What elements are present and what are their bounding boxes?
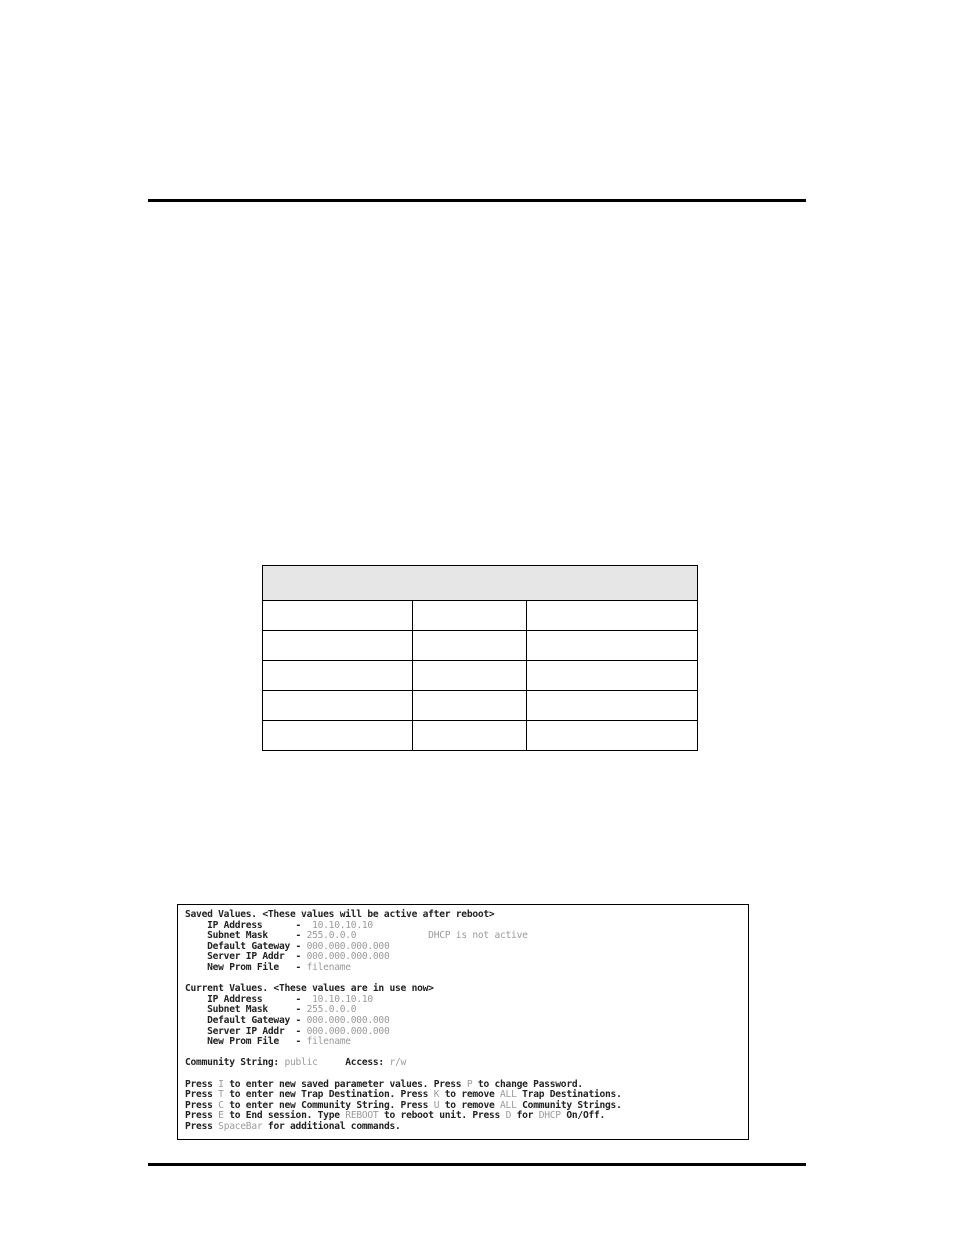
command-line-1: Press I to enter new saved parameter values. Press P to change Password. xyxy=(185,1078,583,1090)
table-row xyxy=(263,721,698,751)
saved-values-header: Saved Values. <These values will be active after reboot> xyxy=(185,909,495,920)
table-row xyxy=(263,631,698,661)
table-row xyxy=(263,661,698,691)
current-mask-row: Subnet Mask - 255.0.0.0 xyxy=(207,1004,357,1016)
table-row xyxy=(263,601,698,631)
current-ip-row: IP Address - 10.10.10.10 xyxy=(207,993,373,1005)
command-line-2: Press T to enter new Trap Destination. Press K to remove ALL Trap Destinations. xyxy=(185,1089,622,1101)
saved-ip-row: IP Address - 10.10.10.10 xyxy=(207,919,373,931)
saved-gateway-row: Default Gateway - 000.000.000.000 xyxy=(207,940,390,952)
settings-table xyxy=(262,565,698,751)
table-row xyxy=(263,691,698,721)
saved-mask-row: Subnet Mask - 255.0.0.0 DHCP is not active xyxy=(207,930,528,942)
dhcp-status: DHCP is not active xyxy=(428,930,528,942)
command-line-4: Press E to End session. Type REBOOT to reboot unit. Press D for DHCP On/Off. xyxy=(185,1110,606,1122)
header-rule xyxy=(148,199,806,202)
table-header xyxy=(263,566,698,601)
terminal-screen xyxy=(177,904,749,1140)
community-row: Community String: public Access: r/w xyxy=(185,1057,407,1069)
saved-server-row: Server IP Addr - 000.000.000.000 xyxy=(207,951,390,963)
current-gateway-row: Default Gateway - 000.000.000.000 xyxy=(207,1014,390,1026)
footer-rule xyxy=(148,1163,806,1166)
command-line-5: Press SpaceBar for additional commands. xyxy=(185,1120,401,1132)
command-line-3: Press C to enter new Community String. Press U to remove ALL Community Strings. xyxy=(185,1099,622,1111)
current-values-header: Current Values. <These values are in use now> xyxy=(185,983,434,995)
current-server-row: Server IP Addr - 000.000.000.000 xyxy=(207,1025,390,1037)
saved-prom-row: New Prom File - filename xyxy=(207,961,351,973)
current-prom-row: New Prom File - filename xyxy=(207,1036,351,1048)
